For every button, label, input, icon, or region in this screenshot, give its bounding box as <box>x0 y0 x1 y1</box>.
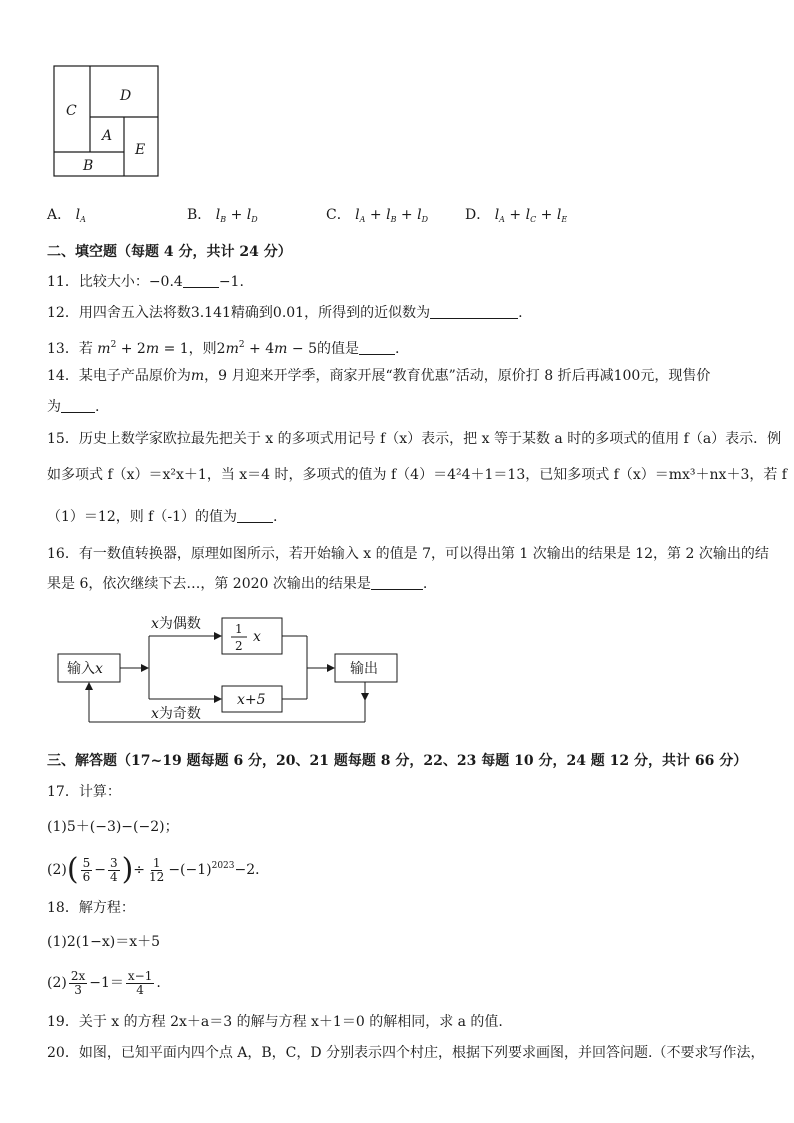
question-13: 13．若 $m^2 + 2m = 1$，则$2m^2 + 4m - 5$的值是 . <box>47 340 400 357</box>
label-d: D <box>120 88 132 104</box>
label-a: A <box>102 128 113 144</box>
question-16-line2: 果是 6，依次继续下去…，第 2020 次输出的结果是 . <box>47 576 428 592</box>
section-2-title: 二、填空题（每题 4 分，共计 24 分） <box>47 244 292 260</box>
question-18-part2: (2) $\frac{2x}{3}$ −1＝ $\frac{x-1}{4}$ . <box>47 968 161 997</box>
question-14: 14．某电子产品原价为m，9 月迎来开学季，商家开展“教育优惠”活动，原价打 8 折后再减100元，现售价 <box>47 368 711 384</box>
label-b: B <box>83 158 94 174</box>
question-18-part1: (1)2(1−x)＝x＋5 <box>47 934 161 950</box>
question-19: 19．关于 x 的方程 2x＋a＝3 的解与方程 x＋1＝0 的解相同，求 a 的值. <box>47 1014 503 1030</box>
option-a[interactable]: A． $l_A$ <box>47 207 86 224</box>
question-15-line2: 如多项式 f（x）＝x²x＋1，当 x＝4 时，多项式的值为 f（4）＝4²4＋1＝13，已知多项式 f（x）＝mx³＋nx＋3，若 f <box>47 467 787 483</box>
answer-blank-15[interactable] <box>237 508 273 523</box>
flowchart-plus5-label: x+5 <box>237 692 266 708</box>
answer-blank-14[interactable] <box>61 398 95 413</box>
section-3-title: 三、解答题（17~19 题每题 6 分，20、21 题每题 8 分，22、23 每题 10 分，24 题 12 分，共计 66 分） <box>47 753 748 769</box>
question-18-title: 18．解方程： <box>47 900 135 916</box>
flowchart-odd-label: x为奇数 <box>151 706 201 722</box>
flowchart-even-label: x为偶数 <box>151 616 201 632</box>
answer-blank-12[interactable] <box>430 304 518 319</box>
question-15-line1: 15．历史上数学家欧拉最先把关于 x 的多项式用记号 f（x）表示，把 x 等于某数 a 时的多项式的值用 f（a）表示．例 <box>47 431 782 447</box>
rectangle-partition-figure <box>52 64 162 180</box>
answer-blank-16[interactable] <box>371 575 423 590</box>
answer-blank-11[interactable] <box>183 273 219 288</box>
flowchart-half-numerator: 1 <box>235 622 243 636</box>
number-converter-flowchart <box>55 610 415 728</box>
question-12: 12．用四舍五入法将数3.141精确到0.01，所得到的近似数为 . <box>47 305 523 321</box>
question-11: 11．比较大小：−0.4 −1. <box>47 274 244 290</box>
label-c: C <box>66 103 77 119</box>
label-e: E <box>135 142 146 158</box>
option-c[interactable]: C． $l_A + l_B + l_D$ <box>326 207 428 224</box>
option-d[interactable]: D． $l_A + l_C + l_E$ <box>465 207 568 224</box>
question-17-part2: (2)( $\frac{5}{6}$ − $\frac{3}{4}$ )÷ $\frac{1}{12}$ $-(-1)^{2023}-2$． <box>47 852 270 887</box>
question-16-line1: 16．有一数值转换器，原理如图所示，若开始输入 x 的值是 7，可以得出第 1 次输出的结果是 12，第 2 次输出的结 <box>47 546 769 562</box>
option-b[interactable]: B． $l_B + l_D$ <box>187 207 258 224</box>
question-20: 20．如图，已知平面内四个点 A，B，C，D 分别表示四个村庄，根据下列要求画图，并回答问题.（不要求写作法， <box>47 1045 765 1061</box>
flowchart-output-label: 输出 <box>350 661 378 677</box>
flowchart-half-var: x <box>253 629 261 645</box>
flowchart-half-denominator: 2 <box>235 639 243 653</box>
question-14-line2: 为 . <box>47 399 100 415</box>
question-15-line3: （1）＝12，则 f（-1）的值为 . <box>47 509 278 525</box>
answer-blank-13[interactable] <box>359 340 395 355</box>
flowchart-input-label: 输入x <box>67 661 103 677</box>
question-17-title: 17．计算： <box>47 784 121 800</box>
question-17-part1: (1)5＋(−3)−(−2)； <box>47 819 179 835</box>
